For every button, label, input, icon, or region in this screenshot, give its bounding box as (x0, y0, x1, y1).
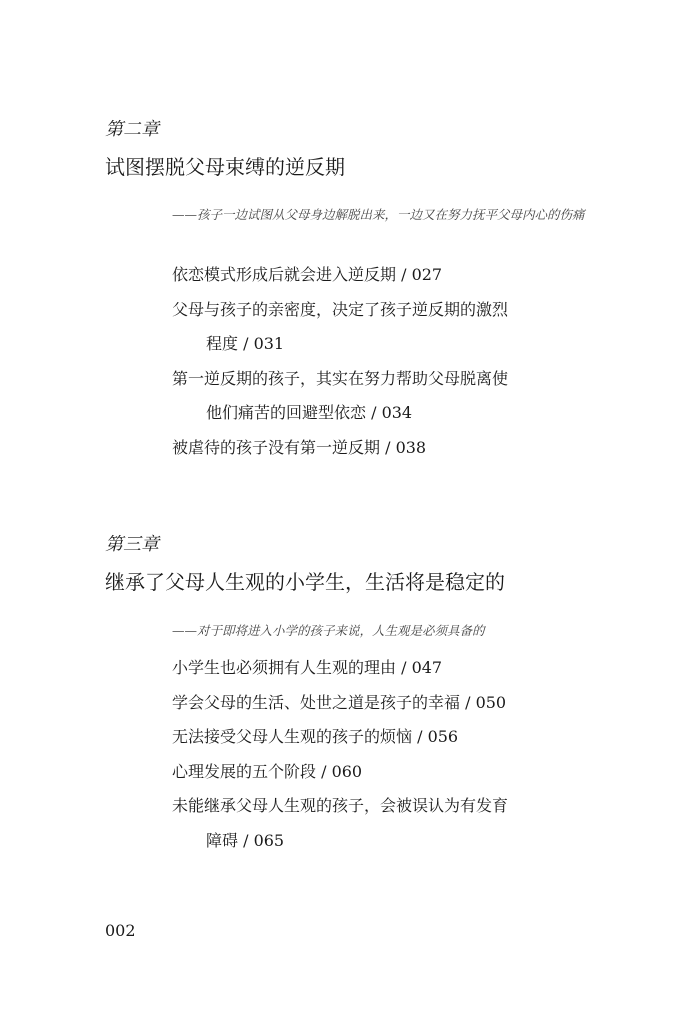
toc-entry[interactable] (172, 293, 572, 362)
toc-entry[interactable] (172, 720, 572, 755)
toc-entry-text: 心理发展的五个阶段 / 060 (172, 761, 363, 781)
toc-entry-text: 依恋模式形成后就会进入逆反期 / 027 (172, 265, 443, 284)
chapter-label: 第三章 (105, 534, 159, 555)
toc-entry-text: 父母与孩子的亲密度，决定了孩子逆反期的激烈 (172, 299, 509, 319)
chapter-subtitle: ——孩子一边试图从父母身边解脱出来，一边又在努力抚平父母内心的伤痛 (172, 207, 585, 222)
toc-entry-list (172, 651, 572, 858)
chapter-title: 试图摆脱父母束缚的逆反期 (105, 155, 345, 179)
toc-entry-text: 学会父母的生活、处世之道是孩子的幸福 / 050 (172, 692, 507, 712)
toc-entry[interactable] (172, 686, 572, 721)
toc-entry[interactable] (172, 651, 572, 686)
toc-entry[interactable] (172, 755, 572, 790)
toc-entry[interactable] (172, 258, 572, 293)
toc-entry-continuation: 障碍 / 065 (206, 830, 285, 850)
chapter-subtitle: ——对于即将进入小学的孩子来说，人生观是必须具备的 (172, 623, 485, 638)
toc-entry[interactable] (172, 789, 572, 858)
chapter-label: 第二章 (105, 119, 159, 140)
chapter-title: 继承了父母人生观的小学生，生活将是稳定的 (105, 570, 505, 594)
page-number: 002 (105, 921, 136, 940)
toc-entry-text: 被虐待的孩子没有第一逆反期 / 038 (172, 437, 427, 457)
toc-entry[interactable] (172, 362, 572, 431)
toc-entry-text: 第一逆反期的孩子，其实在努力帮助父母脱离使 (172, 368, 509, 388)
toc-entry-text: 未能继承父母人生观的孩子，会被误认为有发育 (172, 796, 509, 815)
toc-entry-list (172, 258, 572, 465)
toc-entry-text: 小学生也必须拥有人生观的理由 / 047 (172, 658, 443, 677)
toc-entry-text: 无法接受父母人生观的孩子的烦恼 / 056 (172, 727, 459, 746)
toc-entry-continuation: 程度 / 031 (206, 334, 285, 353)
toc-entry[interactable] (172, 431, 572, 466)
toc-entry-continuation: 他们痛苦的回避型依恋 / 034 (206, 403, 413, 422)
